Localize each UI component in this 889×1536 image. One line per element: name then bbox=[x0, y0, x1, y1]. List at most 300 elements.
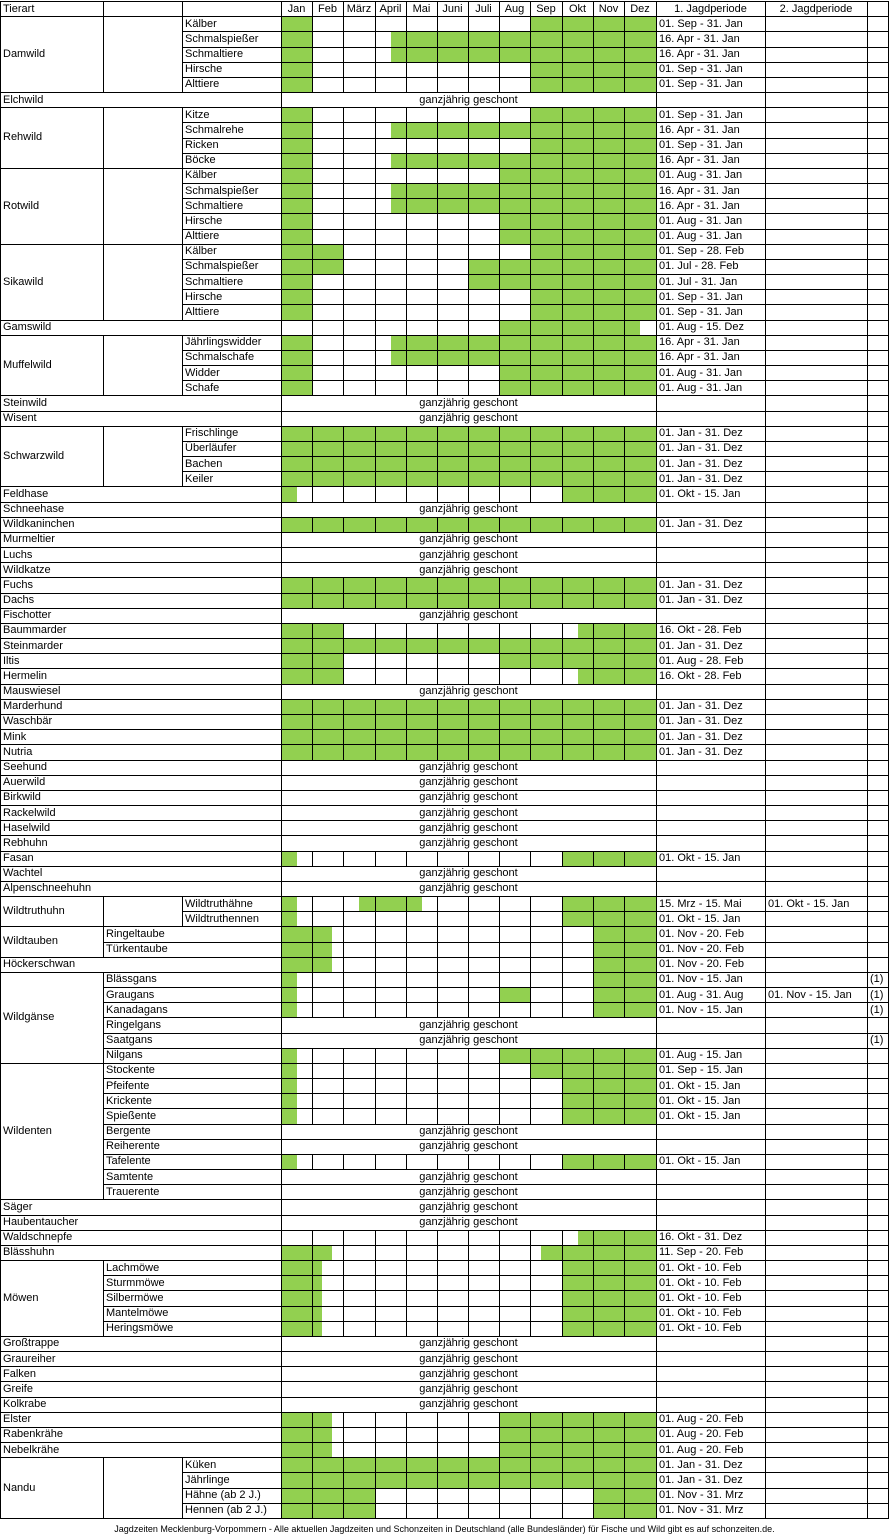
grid-line bbox=[593, 62, 594, 78]
grid-line bbox=[406, 1078, 407, 1094]
grid-line bbox=[624, 1108, 625, 1125]
grid-line bbox=[624, 1048, 625, 1064]
period1-value: 01. Okt - 15. Jan bbox=[659, 1094, 741, 1107]
animal-name: Rehwild bbox=[3, 131, 43, 144]
grid-line bbox=[182, 1503, 889, 1504]
grid-line bbox=[562, 668, 563, 685]
grid-line bbox=[343, 668, 344, 685]
grid-line bbox=[406, 1472, 407, 1489]
grid-line bbox=[530, 380, 531, 396]
grid-line bbox=[499, 456, 500, 472]
grid-line bbox=[343, 577, 344, 594]
period1-value: 01. Jul - 31. Jan bbox=[659, 275, 738, 288]
period2-value: 01. Nov - 15. Jan bbox=[768, 988, 852, 1001]
grid-line bbox=[468, 471, 469, 487]
grid-line bbox=[562, 729, 563, 745]
grid-line bbox=[530, 1108, 531, 1125]
sub-animal-name: Kälber bbox=[185, 169, 217, 182]
season-bar bbox=[281, 1427, 332, 1442]
grid-line bbox=[343, 365, 344, 381]
grid-line bbox=[593, 1245, 594, 1261]
closed-label: ganzjährig geschont bbox=[419, 1140, 518, 1153]
period1-value: 16. Okt - 28. Feb bbox=[659, 624, 742, 637]
grid-line bbox=[530, 1503, 531, 1519]
season-bar bbox=[281, 957, 332, 972]
period1-value: 01. Okt - 15. Jan bbox=[659, 912, 741, 925]
season-bar bbox=[281, 486, 297, 502]
grid-line bbox=[437, 16, 438, 32]
animal-name: Mauswiesel bbox=[3, 685, 61, 698]
grid-line bbox=[312, 1321, 313, 1337]
grid-line bbox=[406, 1442, 407, 1458]
season-bar bbox=[499, 229, 656, 244]
grid-line bbox=[624, 350, 625, 366]
grid-line bbox=[530, 198, 531, 214]
grid-line bbox=[406, 1048, 407, 1064]
grid-line bbox=[624, 304, 625, 321]
grid-line bbox=[406, 1503, 407, 1519]
grid-line bbox=[375, 1412, 376, 1428]
grid-line bbox=[312, 851, 313, 867]
grid-line bbox=[375, 335, 376, 351]
grid-line bbox=[182, 1488, 889, 1489]
grid-line bbox=[562, 593, 563, 609]
sub-animal-name: Schmalrehe bbox=[185, 123, 244, 136]
grid-line bbox=[530, 957, 531, 973]
grid-line bbox=[593, 1412, 594, 1428]
season-bar bbox=[499, 1427, 656, 1442]
grid-line bbox=[624, 1245, 625, 1261]
grid-line bbox=[406, 744, 407, 761]
grid-line bbox=[343, 699, 344, 715]
grid-line bbox=[499, 47, 500, 63]
grid-line bbox=[375, 320, 376, 336]
period1-value: 01. Aug - 15. Jan bbox=[659, 1049, 743, 1062]
grid-line bbox=[624, 31, 625, 48]
animal-name: Dachs bbox=[3, 594, 35, 607]
grid-line bbox=[312, 138, 313, 154]
period1-value: 01. Nov - 15. Jan bbox=[659, 1003, 743, 1016]
sub-animal-name: Schmalspießer bbox=[185, 184, 259, 197]
grid-line bbox=[312, 1108, 313, 1125]
grid-line bbox=[530, 1306, 531, 1322]
period1-value: 15. Mrz - 15. Mai bbox=[659, 897, 742, 910]
animal-name: Wildkaninchen bbox=[3, 518, 75, 531]
animal-name: Rabenkrähe bbox=[3, 1428, 63, 1441]
grid-line bbox=[468, 577, 469, 594]
grid-line bbox=[312, 577, 313, 594]
grid-line bbox=[530, 729, 531, 745]
grid-line bbox=[624, 942, 625, 958]
header-month-10: Nov bbox=[598, 2, 619, 15]
grid-line bbox=[406, 274, 407, 290]
grid-line bbox=[562, 1093, 563, 1109]
grid-line bbox=[312, 957, 313, 973]
grid-line bbox=[375, 31, 376, 48]
season-bar bbox=[562, 851, 656, 866]
grid-line bbox=[468, 62, 469, 78]
period1-value: 01. Nov - 31. Mrz bbox=[659, 1504, 744, 1517]
animal-name: Rackelwild bbox=[3, 806, 56, 819]
grid-line bbox=[530, 896, 531, 912]
grid-line bbox=[562, 31, 563, 48]
period1-value: 01. Okt - 10. Feb bbox=[659, 1307, 742, 1320]
grid-line bbox=[530, 942, 531, 958]
sub-animal-name: Kälber bbox=[185, 245, 217, 258]
grid-line bbox=[593, 229, 594, 245]
grid-line bbox=[562, 1002, 563, 1018]
grid-line bbox=[624, 198, 625, 214]
grid-line bbox=[343, 1154, 344, 1170]
closed-label: ganzjährig geschont bbox=[419, 548, 518, 561]
grid-line bbox=[562, 577, 563, 594]
grid-line bbox=[624, 577, 625, 594]
grid-line bbox=[437, 623, 438, 639]
season-bar bbox=[562, 1078, 656, 1093]
grid-line bbox=[375, 456, 376, 472]
period1-value: 01. Sep - 31. Jan bbox=[659, 17, 743, 30]
sub-animal-name: Schmalschafe bbox=[185, 351, 255, 364]
grid-line bbox=[530, 1290, 531, 1307]
grid-line bbox=[562, 699, 563, 715]
grid-line bbox=[343, 714, 344, 730]
animal-name: Schneehase bbox=[3, 503, 65, 516]
grid-line bbox=[312, 259, 313, 275]
grid-line bbox=[343, 1063, 344, 1079]
grid-line bbox=[312, 1078, 313, 1094]
grid-line bbox=[343, 926, 344, 943]
grid-line bbox=[343, 471, 344, 487]
sub-animal-name: Nilgans bbox=[106, 1049, 143, 1062]
period1-value: 16. Okt - 31. Dez bbox=[659, 1231, 743, 1244]
grid-line bbox=[530, 517, 531, 533]
season-bar bbox=[562, 1093, 656, 1108]
grid-line bbox=[375, 987, 376, 1003]
season-bar bbox=[281, 77, 312, 92]
grid-line bbox=[182, 198, 889, 199]
grid-line bbox=[468, 1260, 469, 1276]
header-month-2: März bbox=[346, 2, 372, 15]
grid-line bbox=[562, 1427, 563, 1443]
grid-line bbox=[562, 350, 563, 366]
grid-line bbox=[343, 1002, 344, 1018]
animal-name: Gamswild bbox=[3, 321, 52, 334]
season-bar bbox=[281, 1488, 375, 1503]
grid-line bbox=[499, 1230, 500, 1246]
grid-line bbox=[312, 198, 313, 214]
grid-line bbox=[562, 1488, 563, 1504]
period1-value: 01. Jan - 31. Dez bbox=[659, 442, 743, 455]
grid-line bbox=[468, 426, 469, 442]
grid-line bbox=[312, 380, 313, 396]
grid-line bbox=[530, 16, 531, 32]
grid-line bbox=[468, 1321, 469, 1337]
grid-line bbox=[593, 168, 594, 184]
grid-line bbox=[406, 168, 407, 184]
sub-animal-name: Samtente bbox=[106, 1170, 154, 1183]
grid-line bbox=[406, 31, 407, 48]
grid-line bbox=[437, 138, 438, 154]
grid-line bbox=[499, 380, 500, 396]
grid-line bbox=[406, 426, 407, 442]
grid-line bbox=[312, 486, 313, 503]
grid-line bbox=[406, 107, 407, 123]
grid-line bbox=[530, 1230, 531, 1246]
grid-line bbox=[530, 1275, 531, 1291]
grid-line bbox=[182, 456, 889, 457]
grid-line bbox=[312, 714, 313, 730]
grid-line bbox=[530, 1442, 531, 1458]
grid-line bbox=[437, 1457, 438, 1473]
grid-line bbox=[593, 1275, 594, 1291]
grid-line bbox=[562, 957, 563, 973]
grid-line bbox=[593, 365, 594, 381]
grid-line bbox=[562, 16, 563, 32]
sub-animal-name: Türkentaube bbox=[106, 943, 168, 956]
grid-line bbox=[343, 1290, 344, 1307]
grid-line bbox=[468, 1002, 469, 1018]
grid-line bbox=[312, 1457, 313, 1473]
grid-line bbox=[375, 1427, 376, 1443]
period1-value: 01. Aug - 20. Feb bbox=[659, 1443, 744, 1456]
grid-line bbox=[375, 274, 376, 290]
grid-line bbox=[624, 335, 625, 351]
sub-animal-name: Reiherente bbox=[106, 1140, 160, 1153]
grid-line bbox=[312, 593, 313, 609]
grid-line bbox=[406, 289, 407, 305]
grid-line bbox=[312, 213, 313, 230]
grid-line bbox=[530, 77, 531, 93]
grid-line bbox=[312, 987, 313, 1003]
grid-line bbox=[312, 744, 313, 761]
grid-line bbox=[312, 1275, 313, 1291]
grid-line bbox=[343, 957, 344, 973]
grid-line bbox=[375, 1290, 376, 1307]
period1-value: 01. Jan - 31. Dez bbox=[659, 1473, 743, 1486]
footnote-marker: (1) bbox=[870, 973, 884, 986]
grid-line bbox=[593, 1472, 594, 1489]
season-bar bbox=[281, 31, 312, 47]
grid-line bbox=[312, 62, 313, 78]
sub-animal-name: Saatgans bbox=[106, 1034, 153, 1047]
season-bar bbox=[281, 183, 312, 198]
animal-name: Damwild bbox=[3, 48, 46, 60]
grid-line bbox=[499, 926, 500, 943]
grid-line bbox=[593, 623, 594, 639]
grid-line bbox=[530, 107, 531, 123]
closed-label: ganzjährig geschont bbox=[419, 761, 518, 773]
period1-value: 01. Jan - 31. Dez bbox=[659, 427, 743, 440]
sub-animal-name: Hirsche bbox=[185, 214, 223, 227]
footer-note: Jagdzeiten Mecklenburg-Vorpommern - Alle aktuellen Jagdzeiten und Schonzeiten in Deutschland (alle Bundesländer) für Fische und Wild gibt es auf schonzeiten.de. bbox=[114, 1524, 775, 1534]
grid-line bbox=[182, 365, 889, 366]
grid-line bbox=[530, 851, 531, 867]
grid-line bbox=[468, 138, 469, 154]
grid-line bbox=[499, 1306, 500, 1322]
grid-line bbox=[562, 1457, 563, 1473]
grid-line bbox=[499, 153, 500, 169]
grid-line bbox=[468, 107, 469, 123]
grid-line bbox=[406, 62, 407, 78]
grid-line bbox=[437, 304, 438, 321]
grid-line bbox=[624, 1275, 625, 1291]
grid-line bbox=[468, 289, 469, 305]
sub-animal-name: Alttiere bbox=[185, 230, 220, 243]
grid-line bbox=[375, 638, 376, 654]
grid-line bbox=[312, 1245, 313, 1261]
period1-value: 01. Jul - 28. Feb bbox=[659, 260, 739, 273]
grid-line bbox=[312, 926, 313, 943]
period1-value: 16. Apr - 31. Jan bbox=[659, 199, 740, 212]
grid-line bbox=[312, 1154, 313, 1170]
closed-label: ganzjährig geschont bbox=[419, 1125, 518, 1138]
grid-line bbox=[437, 957, 438, 973]
grid-line bbox=[343, 456, 344, 472]
animal-name: Steinwild bbox=[3, 396, 48, 409]
grid-line bbox=[593, 213, 594, 230]
grid-line bbox=[312, 229, 313, 245]
animal-name: Fischotter bbox=[3, 609, 52, 622]
grid-line bbox=[103, 1260, 104, 1337]
season-bar bbox=[562, 896, 656, 911]
season-bar bbox=[281, 198, 312, 213]
grid-line bbox=[593, 593, 594, 609]
grid-line bbox=[312, 1230, 313, 1246]
grid-line bbox=[624, 107, 625, 123]
grid-line bbox=[593, 456, 594, 472]
grid-line bbox=[562, 987, 563, 1003]
closed-label: ganzjährig geschont bbox=[419, 503, 518, 516]
period1-value: 01. Aug - 15. Dez bbox=[659, 321, 744, 334]
grid-line bbox=[437, 289, 438, 305]
grid-line bbox=[437, 744, 438, 761]
season-bar bbox=[281, 1442, 332, 1457]
grid-line bbox=[593, 972, 594, 988]
grid-line bbox=[406, 638, 407, 654]
grid-line bbox=[593, 714, 594, 730]
grid-line bbox=[312, 1002, 313, 1018]
grid-line bbox=[312, 1290, 313, 1307]
grid-line bbox=[468, 1154, 469, 1170]
grid-line bbox=[312, 517, 313, 533]
grid-line bbox=[312, 638, 313, 654]
grid-line bbox=[624, 957, 625, 973]
sub-animal-name: Wildtruthähne bbox=[185, 897, 253, 910]
animal-name: Muffelwild bbox=[3, 358, 52, 371]
sub-animal-name: Hirsche bbox=[185, 290, 223, 303]
season-bar bbox=[391, 31, 657, 47]
grid-line bbox=[343, 16, 344, 32]
grid-line bbox=[624, 1427, 625, 1443]
grid-line bbox=[499, 1472, 500, 1489]
header-period1: 1. Jagdperiode bbox=[674, 2, 747, 15]
period2-value: 01. Okt - 15. Jan bbox=[768, 897, 850, 910]
season-bar bbox=[281, 62, 312, 77]
grid-line bbox=[593, 426, 594, 442]
grid-line bbox=[624, 729, 625, 745]
grid-line bbox=[182, 289, 889, 290]
grid-line bbox=[437, 168, 438, 184]
animal-name: Steinmarder bbox=[3, 639, 63, 652]
header-month-6: Juli bbox=[475, 2, 492, 15]
animal-name: Schwarzwild bbox=[3, 450, 65, 462]
grid-line bbox=[468, 168, 469, 184]
grid-line bbox=[312, 699, 313, 715]
grid-line bbox=[624, 380, 625, 396]
grid-line bbox=[468, 380, 469, 396]
grid-line bbox=[312, 729, 313, 745]
grid-line bbox=[312, 47, 313, 63]
grid-line bbox=[624, 320, 625, 336]
grid-line bbox=[406, 729, 407, 745]
grid-line bbox=[312, 1442, 313, 1458]
grid-line bbox=[468, 1488, 469, 1504]
grid-line bbox=[530, 138, 531, 154]
grid-line bbox=[437, 668, 438, 685]
season-bar bbox=[499, 320, 640, 335]
season-bar bbox=[578, 623, 657, 638]
period1-value: 16. Apr - 31. Jan bbox=[659, 48, 740, 60]
grid-line bbox=[499, 577, 500, 594]
period1-value: 01. Jan - 31. Dez bbox=[659, 730, 743, 743]
grid-line bbox=[343, 1321, 344, 1337]
grid-line bbox=[375, 441, 376, 457]
grid-line bbox=[562, 471, 563, 487]
grid-line bbox=[437, 1427, 438, 1443]
animal-name: Rotwild bbox=[3, 199, 40, 212]
season-bar bbox=[499, 1412, 656, 1427]
period1-value: 01. Jan - 31. Dez bbox=[659, 745, 743, 758]
season-bar bbox=[281, 1245, 332, 1260]
period1-value: 16. Apr - 31. Jan bbox=[659, 351, 740, 364]
grid-line bbox=[375, 1230, 376, 1246]
grid-line bbox=[499, 168, 500, 184]
grid-line bbox=[437, 1154, 438, 1170]
grid-line bbox=[312, 623, 313, 639]
grid-line bbox=[375, 972, 376, 988]
grid-line bbox=[562, 441, 563, 457]
grid-line bbox=[182, 274, 889, 275]
grid-line bbox=[562, 1321, 563, 1337]
sub-animal-name: Pfeifente bbox=[106, 1079, 150, 1092]
grid-line bbox=[562, 138, 563, 154]
season-bar bbox=[499, 168, 656, 183]
grid-line bbox=[437, 653, 438, 669]
grid-line bbox=[499, 213, 500, 230]
grid-line bbox=[530, 1321, 531, 1337]
grid-line bbox=[624, 653, 625, 669]
grid-line bbox=[375, 517, 376, 533]
grid-line bbox=[562, 1260, 563, 1276]
grid-line bbox=[499, 441, 500, 457]
grid-line bbox=[437, 107, 438, 123]
closed-label: ganzjährig geschont bbox=[419, 836, 518, 849]
grid-line bbox=[562, 744, 563, 761]
closed-label: ganzjährig geschont bbox=[419, 882, 518, 895]
period1-value: 01. Okt - 10. Feb bbox=[659, 1291, 742, 1304]
season-bar bbox=[391, 183, 657, 198]
grid-line bbox=[406, 1230, 407, 1246]
grid-line bbox=[624, 972, 625, 988]
grid-line bbox=[562, 714, 563, 730]
grid-line bbox=[593, 77, 594, 93]
grid-line bbox=[343, 31, 344, 48]
grid-line bbox=[437, 31, 438, 48]
grid-line bbox=[562, 289, 563, 305]
grid-line bbox=[375, 699, 376, 715]
grid-line bbox=[375, 213, 376, 230]
grid-line bbox=[343, 1275, 344, 1291]
